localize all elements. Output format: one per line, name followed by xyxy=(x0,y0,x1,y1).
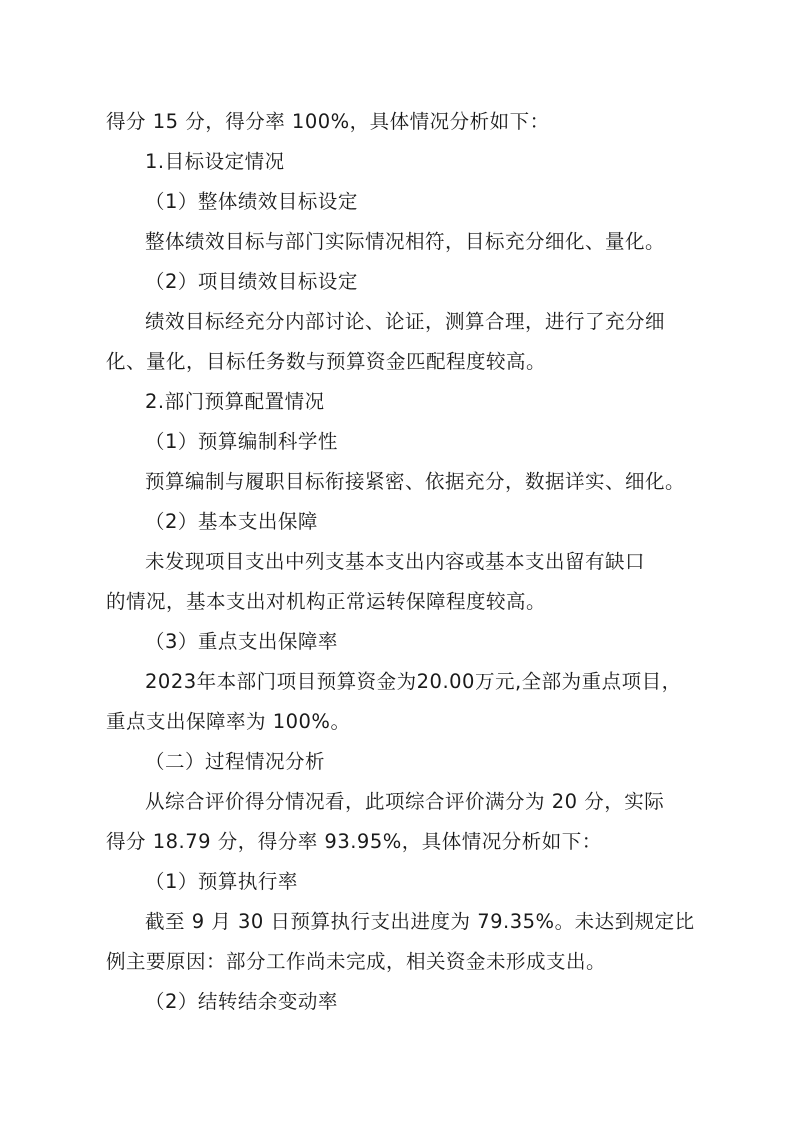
paragraph-line: 得分 18.79 分，得分率 93.95%，具体情况分析如下： xyxy=(106,830,602,853)
section-heading: （二）过程情况分析 xyxy=(145,750,326,773)
paragraph-line: 化、量化，目标任务数与预算资金匹配程度较高。 xyxy=(106,350,547,373)
paragraph-line: 预算编制与履职目标衔接紧密、依据充分，数据详实、细化。 xyxy=(145,470,686,493)
paragraph-line: 重点支出保障率为 100%。 xyxy=(106,710,351,733)
paragraph-line: 绩效目标经充分内部讨论、论证，测算合理，进行了充分细 xyxy=(145,310,666,333)
subsection-heading: （1）预算执行率 xyxy=(145,870,298,893)
section-heading: 1.目标设定情况 xyxy=(145,150,285,173)
paragraph-line: 未发现项目支出中列支基本支出内容或基本支出留有缺口 xyxy=(145,550,646,573)
subsection-heading: （2）结转结余变动率 xyxy=(145,990,338,1013)
paragraph-line: 2023年本部门项目预算资金为20.00万元,全部为重点项目， xyxy=(145,670,682,693)
paragraph-line: 例主要原因：部分工作尚未完成，相关资金未形成支出。 xyxy=(106,950,607,973)
subsection-heading: （3）重点支出保障率 xyxy=(145,630,338,653)
subsection-heading: （2）基本支出保障 xyxy=(145,510,318,533)
subsection-heading: （1）预算编制科学性 xyxy=(145,430,338,453)
paragraph-line: 整体绩效目标与部门实际情况相符，目标充分细化、量化。 xyxy=(145,230,666,253)
paragraph-line: 得分 15 分，得分率 100%，具体情况分析如下： xyxy=(106,110,550,133)
paragraph-line: 的情况，基本支出对机构正常运转保障程度较高。 xyxy=(106,590,547,613)
paragraph-line: 截至 9 月 30 日预算执行支出进度为 79.35%。未达到规定比 xyxy=(145,910,695,933)
section-heading: 2.部门预算配置情况 xyxy=(145,390,325,413)
subsection-heading: （2）项目绩效目标设定 xyxy=(145,270,358,293)
subsection-heading: （1）整体绩效目标设定 xyxy=(145,190,358,213)
paragraph-line: 从综合评价得分情况看，此项综合评价满分为 20 分，实际 xyxy=(145,790,665,813)
